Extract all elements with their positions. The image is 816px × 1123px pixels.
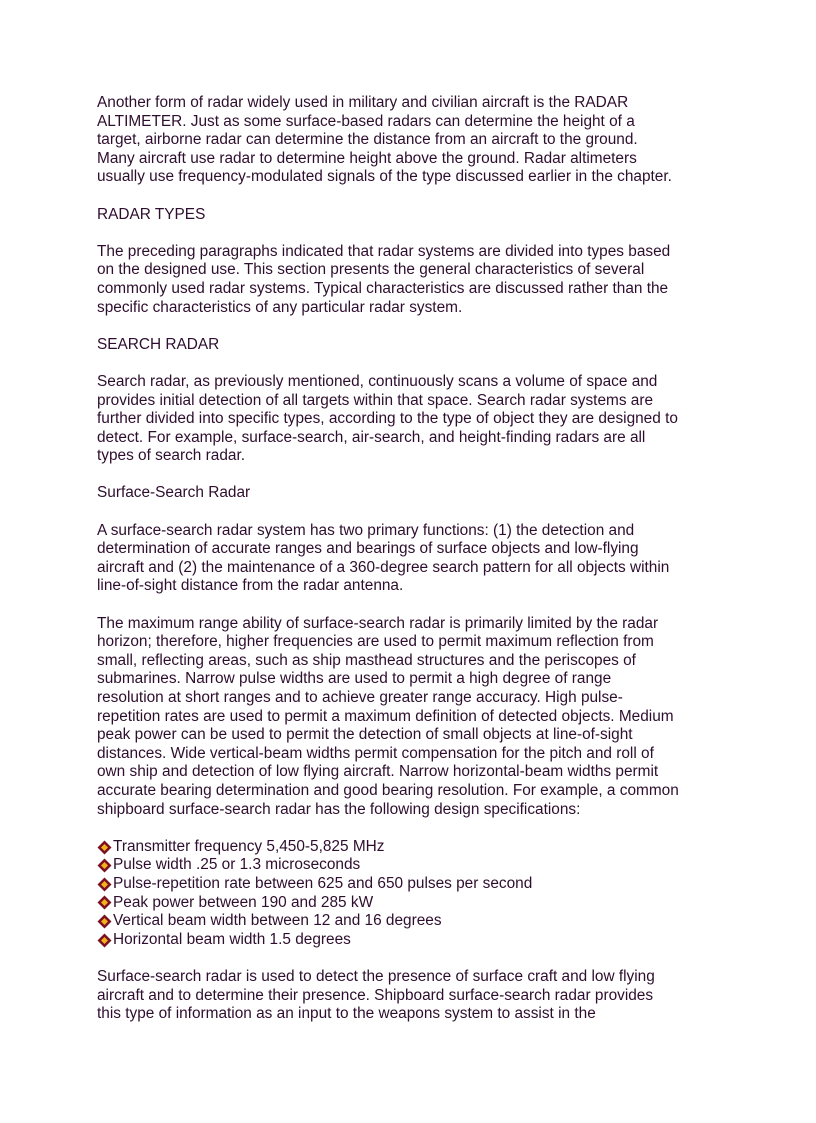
spec-item-text: Peak power between 190 and 285 kW bbox=[113, 893, 374, 911]
diamond-bullet-icon bbox=[97, 914, 112, 929]
spec-item-text: Transmitter frequency 5,450-5,825 MHz bbox=[113, 837, 385, 855]
specifications-list bbox=[97, 838, 737, 950]
surface-search-paragraph-2: The maximum range ability of surface-search radar is primarily limited by the radar horizon; therefore, higher frequencies are used to permit maximum reflection from small, reflecting areas, such as ship masthead structures and the periscopes of submarines. Narrow pulse widths are used to permit a high degree of range resolution at short ranges and to achieve greater range accuracy. High pulse- repetition rates are used to permit a maximum definition of detected objects. Medium peak power can be used to permit the detection of small objects at line-of-sight distances. Wide vertical-beam widths permit compensation for the pitch and roll of own ship and detection of low flying aircraft. Narrow horizontal-beam widths permit accurate bearing determination and good bearing resolution. For example, a common shipboard surface-search radar has the following design specifications: bbox=[97, 614, 679, 818]
spec-item bbox=[97, 894, 737, 913]
spec-item-text: Horizontal beam width 1.5 degrees bbox=[113, 930, 351, 948]
spec-item-text: Pulse width .25 or 1.3 microseconds bbox=[113, 856, 361, 874]
heading-surface-search-radar: Surface-Search Radar bbox=[97, 484, 251, 502]
heading-search-radar: SEARCH RADAR bbox=[97, 335, 220, 353]
diamond-bullet-icon bbox=[97, 895, 112, 910]
spec-item-text: Pulse-repetition rate between 625 and 650 pulses per second bbox=[113, 874, 533, 892]
spec-item bbox=[97, 856, 737, 875]
spec-item bbox=[97, 912, 737, 931]
diamond-bullet-icon bbox=[97, 933, 112, 948]
spec-item bbox=[97, 838, 737, 857]
closing-paragraph: Surface-search radar is used to detect the presence of surface craft and low flying aircraft and to determine their presence. Shipboard surface-search radar provides this type of information as an input to the weapons system to assist in the bbox=[97, 967, 655, 1023]
search-radar-paragraph: Search radar, as previously mentioned, continuously scans a volume of space and provides initial detection of all targets within that space. Search radar systems are further divided into specific types, according to the type of object they are designed to detect. For example, surface-search, air-search, and height-finding radars are all types of search radar. bbox=[97, 372, 678, 465]
spec-item-text: Vertical beam width between 12 and 16 degrees bbox=[113, 912, 442, 930]
spec-item bbox=[97, 931, 737, 950]
diamond-bullet-icon bbox=[97, 840, 112, 855]
spec-item bbox=[97, 875, 737, 894]
intro-paragraph: Another form of radar widely used in military and civilian aircraft is the RADAR ALTIMETER. Just as some surface-based radars can determine the height of a target, airborne radar can determine the distance from an aircraft to the ground. Many aircraft use radar to determine height above the ground. Radar altimeters usually use frequency-modulated signals of the type discussed earlier in the chapter. bbox=[97, 94, 672, 186]
heading-radar-types: RADAR TYPES bbox=[97, 205, 206, 223]
radar-types-paragraph: The preceding paragraphs indicated that radar systems are divided into types based on the designed use. This section presents the general characteristics of several commonly used radar systems. Typical characteristics are discussed rather than the specific characteristics of any particular radar system. bbox=[97, 242, 671, 316]
surface-search-paragraph-1: A surface-search radar system has two primary functions: (1) the detection and determination of accurate ranges and bearings of surface objects and low-flying aircraft and (2) the maintenance of a 360-degree search pattern for all objects within line-of-sight distance from the radar antenna. bbox=[97, 521, 670, 595]
document-page bbox=[97, 94, 737, 1042]
diamond-bullet-icon bbox=[97, 877, 112, 892]
diamond-bullet-icon bbox=[97, 858, 112, 873]
